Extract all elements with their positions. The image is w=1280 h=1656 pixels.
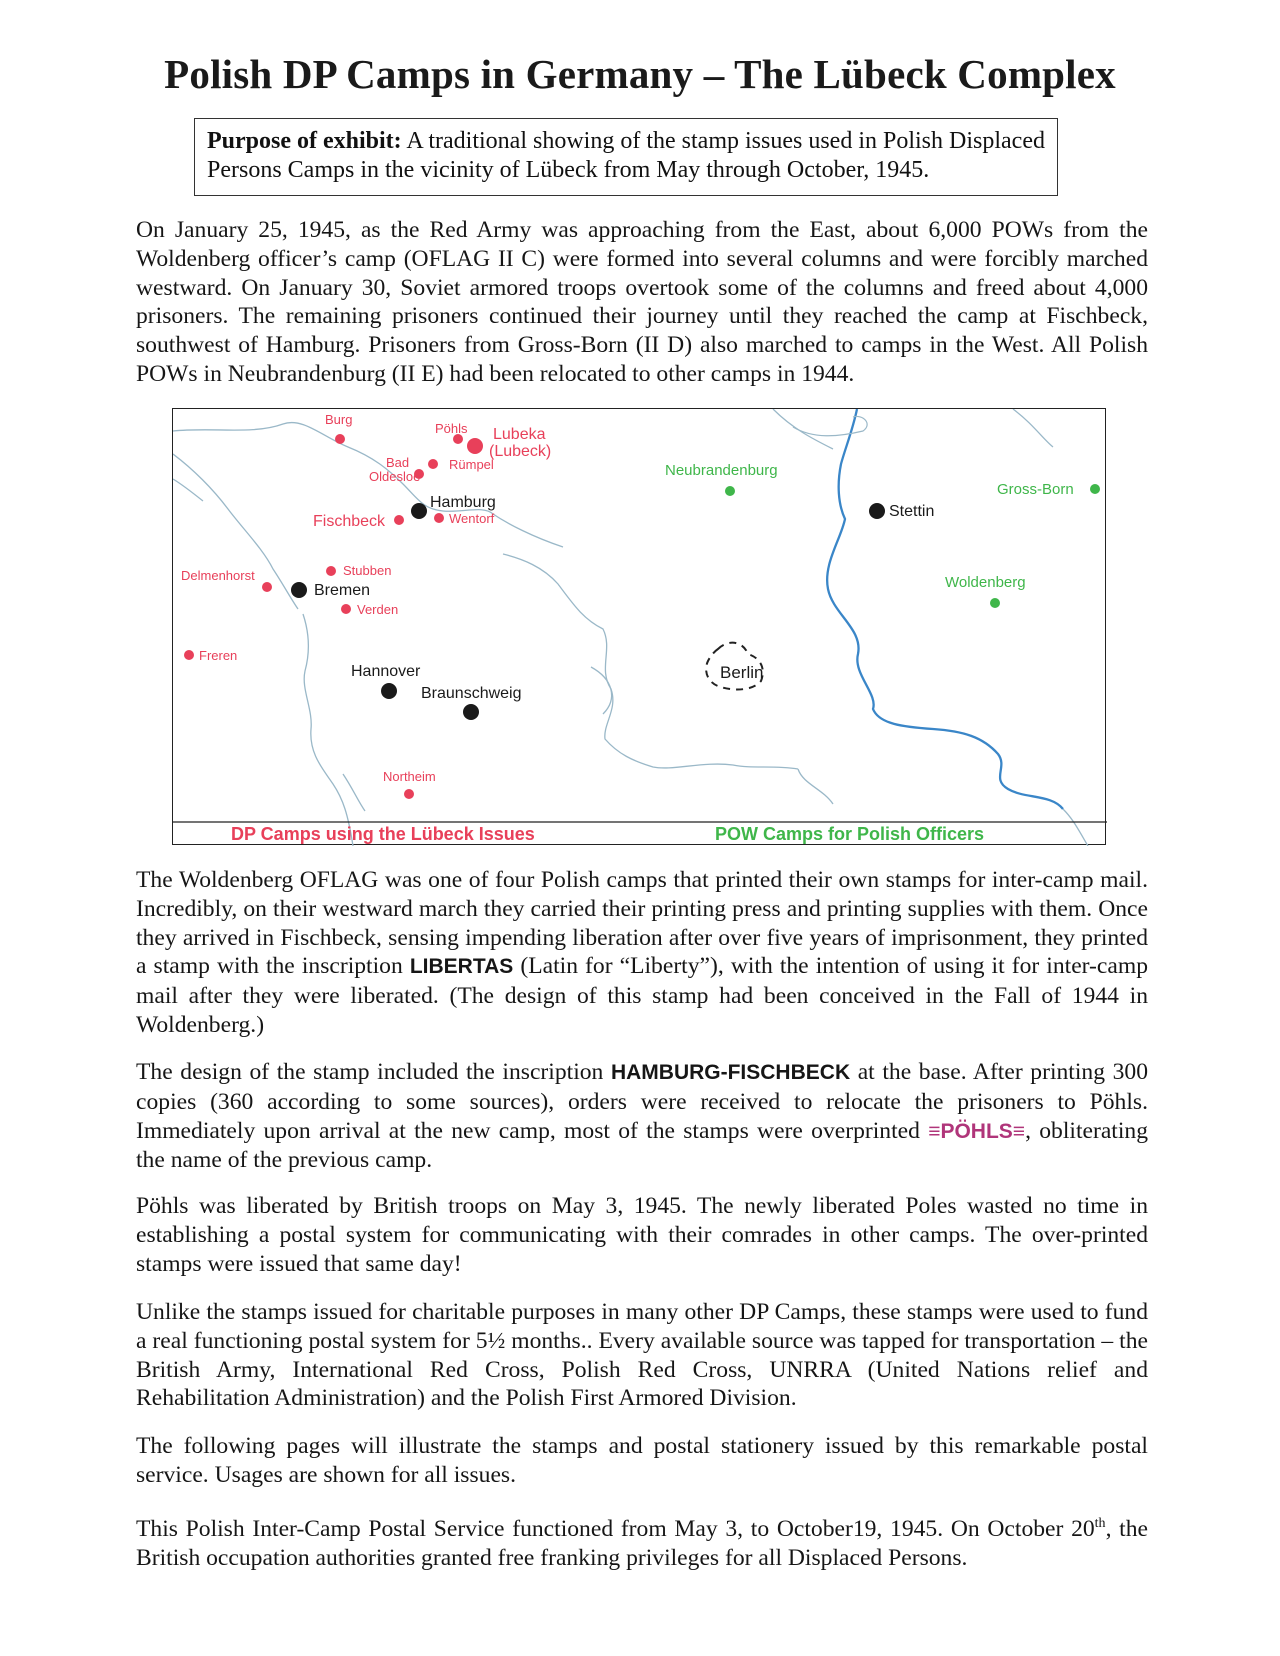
- paragraph-woldenberg: [136, 866, 1148, 1040]
- label-hamburg: Hamburg: [430, 494, 496, 511]
- label-woldenberg: Woldenberg: [945, 574, 1026, 591]
- label-rumpel: Rümpel: [449, 457, 494, 472]
- hamburg-fischbeck-inscription: HAMBURG-FISCHBECK: [610, 1061, 851, 1084]
- paragraph-design: [136, 1058, 1148, 1175]
- paragraph-following-pages: The following pages will illustrate the stamps and postal stationery issued by this remarkable postal service. Usages are shown for all issues.: [136, 1433, 1148, 1488]
- p3-text-e: , obliterating the name of the previous camp.: [136, 1117, 1148, 1174]
- paragraph-service-dates: [136, 1510, 1148, 1572]
- p3-text-c: at the base. After printing 300 copies (360 according to some sources), orders were received to relocate the prisoners to Pöhls. Immediately upon arrival at the new camp, most of the stamps were overprinted: [136, 1059, 1148, 1144]
- label-stubben: Stubben: [343, 563, 392, 578]
- label-freren: Freren: [199, 648, 238, 663]
- label-gross-born: Gross-Born: [997, 481, 1074, 498]
- p3-text-a: The design of the stamp included the inscription: [136, 1059, 611, 1085]
- oder-river: [827, 409, 1063, 809]
- label-wentorf: Wentorf: [449, 511, 495, 526]
- p7-text-b: , the British occupation authorities granted free franking privileges for all Displaced Persons.: [136, 1515, 1148, 1571]
- label-delmenhorst: Delmenhorst: [181, 568, 255, 583]
- map-borders: [173, 409, 1053, 846]
- label-northeim: Northeim: [383, 769, 436, 784]
- map-graphic: [173, 409, 1107, 846]
- page-title: Polish DP Camps in Germany – The Lübeck Complex: [164, 51, 1116, 97]
- label-bad: Bad: [386, 455, 410, 470]
- purpose-box: [194, 118, 1058, 196]
- purpose-text: A traditional showing of the stamp issues used in Polish Displaced Persons Camps in the vicinity of Lübeck from May through October, 1945.: [207, 128, 1045, 183]
- legend-pow: POW Camps for Polish Officers: [715, 824, 985, 844]
- libertas-inscription: LIBERTAS: [409, 955, 514, 979]
- label-oldesloe: Oldesloe: [369, 469, 421, 484]
- label-neubrandenburg: Neubrandenburg: [665, 462, 778, 479]
- label-stettin: Stettin: [889, 503, 935, 520]
- purpose-label: Purpose of exhibit:: [207, 128, 402, 154]
- p2-text-c: (Latin for “Liberty”), with the intention of using it for inter-camp mail after they were liberated. (The design of this stamp had been conceived in the Fall of 1944 in Woldenberg.): [136, 953, 1149, 1038]
- paragraph-liberation: Pöhls was liberated by British troops on May 3, 1945. The newly liberated Poles wasted no time in establishing a postal system for communicating with their comrades in other camps. The over-printed stamps were issued that same day!: [136, 1193, 1148, 1277]
- label-pohls: Pöhls: [435, 421, 468, 436]
- pohls-overprint: ≡PÖHLS≡: [928, 1119, 1026, 1143]
- label-fischbeck: Fischbeck: [313, 513, 386, 530]
- label-bremen: Bremen: [314, 582, 371, 599]
- p7-superscript: th: [1094, 1516, 1106, 1531]
- paragraph-postal-system: Unlike the stamps issued for charitable purposes in many other DP Camps, these stamps were used to fund a real functioning postal system for 5½ months.. Every available source was tapped for transportation – the British Army, International Red Cross, Polish Red Cross, UNRRA (United Nations relief and Rehabilitation Administration) and the Polish First Armored Division.: [136, 1299, 1148, 1412]
- camp-map: [172, 408, 1106, 845]
- label-lubeck: (Lubeck): [489, 443, 552, 460]
- label-hannover: Hannover: [351, 663, 421, 680]
- legend-dp: DP Camps using the Lübeck Issues: [231, 824, 535, 844]
- paragraph-intro: On January 25, 1945, as the Red Army was approaching from the East, about 6,000 POWs from the Woldenberg officer’s camp (OFLAG II C) were formed into several columns and were forcibly marched westward. On January 30, Soviet armored troops overtook some of the columns and freed about 4,000 prisoners. The remaining prisoners continued their journey until they reached the camp at Fischbeck, southwest of Hamburg. Prisoners from Gross-Born (II D) also marched to camps in the West. All Polish POWs in Neubrandenburg (II E) had been relocated to other camps in 1944.: [136, 217, 1148, 387]
- label-braunschweig: Braunschweig: [421, 685, 522, 702]
- dp-markers: [184, 434, 483, 799]
- p7-text-a: This Polish Inter-Camp Postal Service functioned from May 3, to October19, 1945. On October 20: [136, 1515, 1095, 1542]
- label-burg: Burg: [325, 412, 353, 427]
- p2-text-a: The Woldenberg OFLAG was one of four Polish camps that printed their own stamps for inter-camp mail. Incredibly, on their westward march they carried their printing press and printing supplies with them. Once they arrived in Fischbeck, sensing impending liberation after over five years of imprisonment, they printed a stamp with the inscription: [136, 867, 1148, 980]
- label-verden: Verden: [357, 602, 399, 617]
- label-lubeka: Lubeka: [493, 426, 546, 443]
- label-berlin: Berlin: [720, 663, 764, 682]
